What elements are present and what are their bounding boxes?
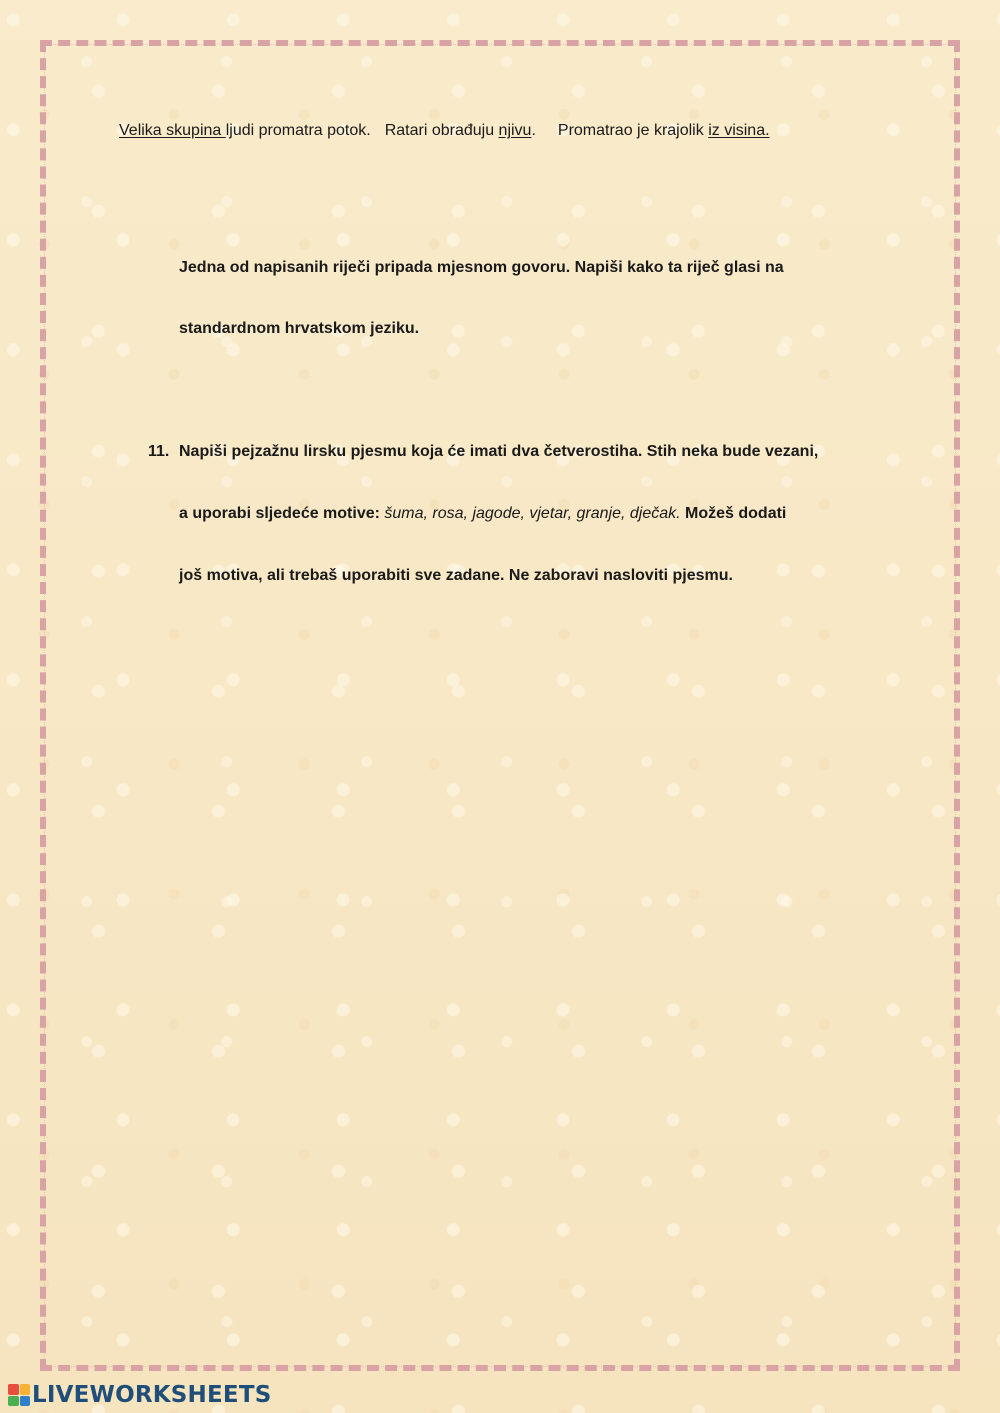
- example-sentences: [119, 121, 770, 141]
- task-11-line-2-start: a uporabi sljedeće motive:: [179, 505, 385, 522]
- example-1-underlined: Velika skupina: [119, 122, 226, 139]
- liveworksheets-logo-text: LIVEWORKSHEETS: [32, 1382, 272, 1408]
- example-2-start: Ratari obrađuju: [384, 122, 499, 139]
- example-2-end: .: [531, 122, 536, 139]
- task-11-line-2-end: Možeš dodati: [680, 505, 787, 522]
- page-border-inner-frame: [44, 44, 956, 1367]
- dialect-task-line-2: standardnom hrvatskom jeziku.: [179, 320, 420, 337]
- example-2-underlined: njivu: [498, 122, 532, 139]
- task-11-line-3: još motiva, ali trebaš uporabiti sve zadane. Ne zaboravi nasloviti pjesmu.: [179, 567, 733, 584]
- liveworksheets-logo[interactable]: [8, 1382, 271, 1408]
- task-11-motives: šuma, rosa, jagode, vjetar, granje, dječak.: [384, 505, 681, 522]
- example-1-rest: ljudi promatra potok.: [225, 122, 371, 139]
- dialect-task-line-1: Jedna od napisanih riječi pripada mjesnom govoru. Napiši kako ta riječ glasi na: [179, 259, 784, 276]
- task-11-line-2: [179, 504, 786, 524]
- task-11-number: 11.: [148, 443, 170, 460]
- example-3-underlined: iz visina.: [708, 122, 770, 139]
- task-11-line-1: Napiši pejzažnu lirsku pjesmu koja će imati dva četverostiha. Stih neka bude vezani,: [179, 443, 819, 460]
- example-3-start: Promatrao je krajolik: [557, 122, 709, 139]
- liveworksheets-logo-icon: [8, 1384, 30, 1406]
